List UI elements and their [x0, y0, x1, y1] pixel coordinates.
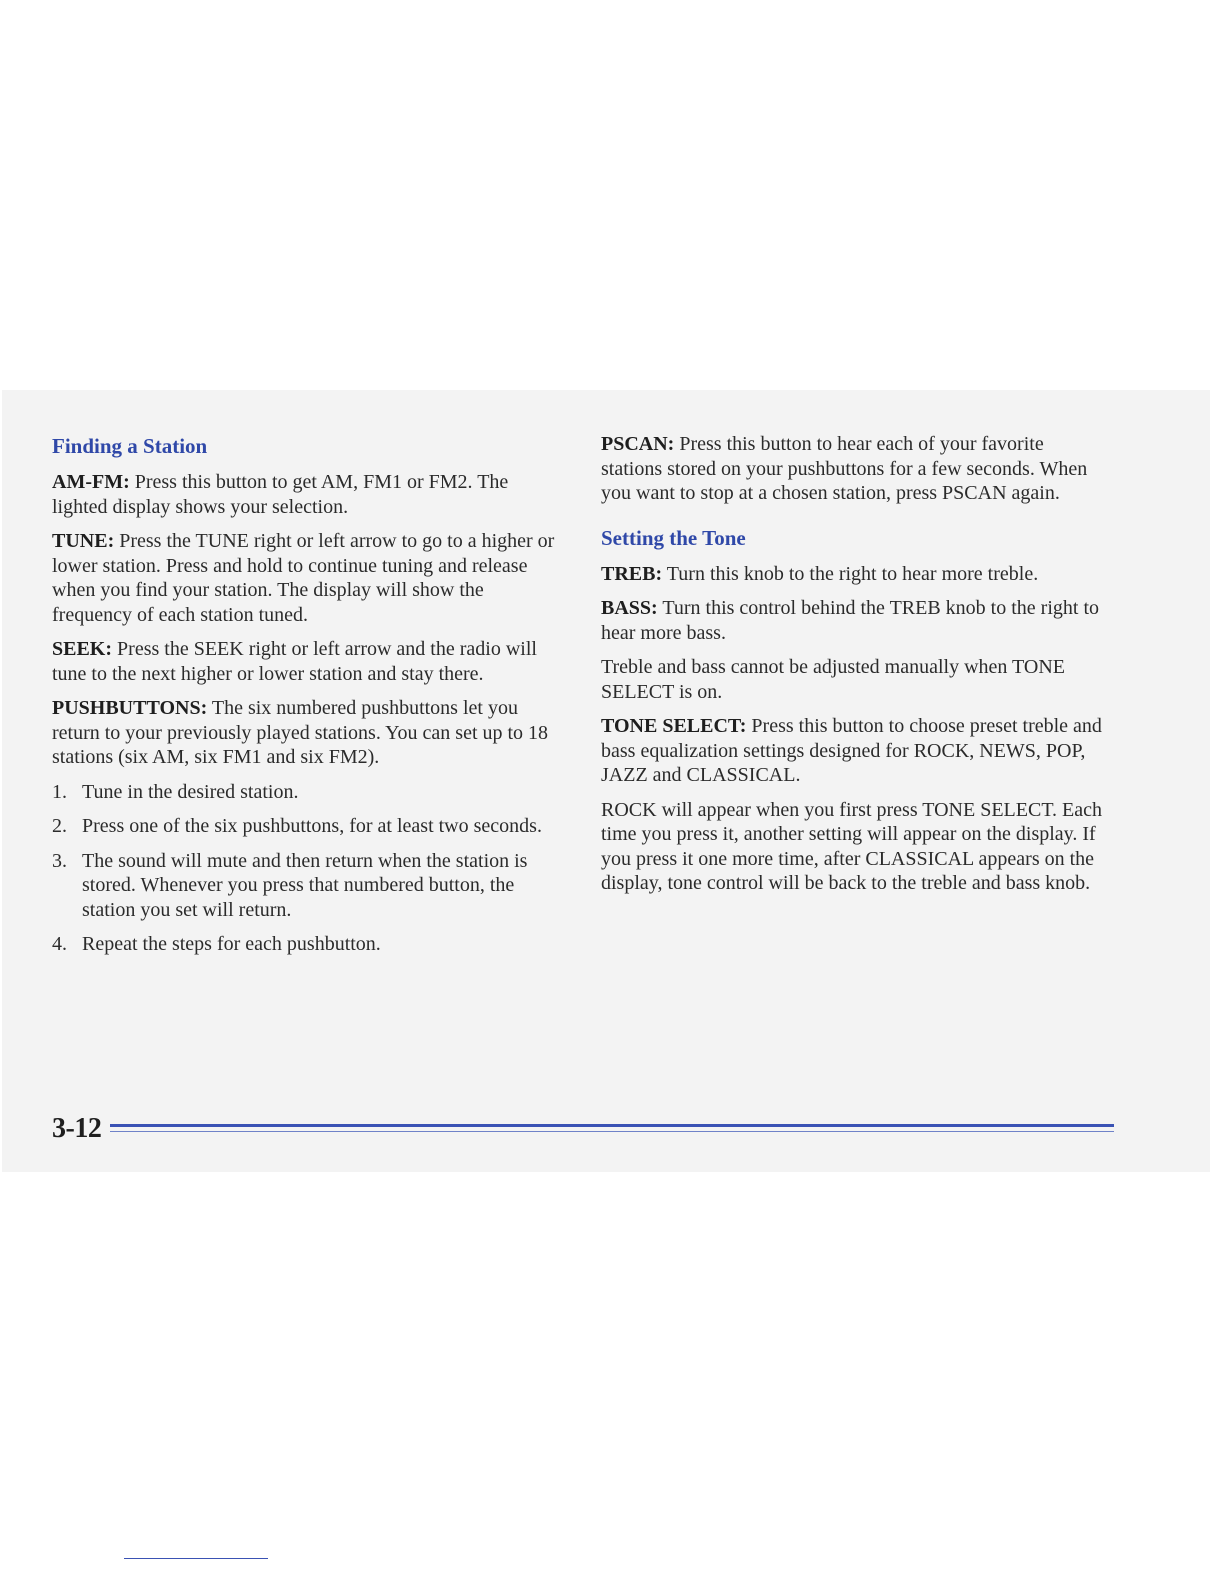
step-number: 1.	[52, 780, 67, 803]
text-pscan: Press this button to hear each of your favorite stations stored on your pushbuttons for a few seconds. When you want to stop at a chosen station, press PSCAN again.	[601, 433, 1088, 504]
paragraph-tune	[52, 529, 567, 627]
term-tune: TUNE:	[52, 530, 115, 552]
paragraph-tone-select	[601, 714, 1106, 788]
paragraph-manual-note: Treble and bass cannot be adjusted manually when TONE SELECT is on.	[601, 656, 1065, 703]
paragraph-rock-note: ROCK will appear when you first press TONE SELECT. Each time you press it, another setting will appear on the display. If you press it one more time, after CLASSICAL appears on the display, tone control will be back to the treble and bass knob.	[601, 798, 1103, 894]
text-seek: Press the SEEK right or left arrow and the radio will tune to the next higher or lower station and stay there.	[52, 638, 537, 685]
step-text: Tune in the desired station.	[82, 780, 299, 803]
paragraph-treb	[601, 562, 1106, 587]
term-bass: BASS:	[601, 597, 658, 619]
paragraph-bass	[601, 596, 1106, 645]
term-pscan: PSCAN:	[601, 433, 675, 455]
term-pushbuttons: PUSHBUTTONS:	[52, 697, 208, 719]
step-number: 4.	[52, 933, 67, 955]
list-item	[52, 849, 567, 923]
term-seek: SEEK:	[52, 638, 113, 660]
section-heading-finding-station: Finding a Station	[52, 434, 208, 458]
steps-list	[52, 780, 567, 957]
section-heading-setting-tone: Setting the Tone	[601, 525, 746, 550]
term-tone-select: TONE SELECT:	[601, 715, 747, 737]
list-item	[52, 780, 567, 805]
paragraph-pscan	[601, 432, 1106, 506]
step-number: 2.	[52, 815, 67, 837]
step-number: 3.	[52, 849, 67, 872]
list-item	[52, 932, 567, 957]
text-pushbuttons: The six numbered pushbuttons let you return to your previously played stations. You can set up to 18 stations (six AM, six FM1 and six FM2).	[52, 697, 549, 768]
footer-rule-thick	[110, 1124, 1114, 1127]
text-tune: Press the TUNE right or left arrow to go to a higher or lower station. Press and hold to continue tuning and release when you find your station. The display will show the frequency of each station tuned.	[52, 530, 555, 626]
list-item	[52, 814, 567, 839]
page-footer	[52, 1113, 1114, 1149]
paragraph-am-fm	[52, 470, 567, 519]
step-text: The sound will mute and then return when the station is stored. Whenever you press that numbered button, the station you set will return.	[82, 849, 528, 921]
paragraph-seek	[52, 637, 567, 686]
text-bass: Turn this control behind the TREB knob to the right to hear more bass.	[601, 597, 1100, 644]
footer-rule-thin	[110, 1131, 1114, 1132]
right-column	[601, 432, 1106, 906]
step-text: Repeat the steps for each pushbutton.	[82, 933, 381, 955]
text-am-fm: Press this button to get AM, FM1 or FM2. The lighted display shows your selection.	[52, 471, 509, 518]
step-text: Press one of the six pushbuttons, for at least two seconds.	[82, 815, 542, 837]
paragraph-pushbuttons	[52, 696, 567, 770]
bottom-divider	[124, 1558, 268, 1559]
left-column	[52, 432, 567, 967]
page-number: 3-12	[52, 1113, 102, 1144]
text-treb: Turn this knob to the right to hear more treble.	[666, 562, 1039, 585]
term-am-fm: AM-FM:	[52, 471, 130, 493]
term-treb: TREB:	[601, 562, 663, 585]
text-tone-select: Press this button to choose preset treble and bass equalization settings designed for ROCK, NEWS, POP, JAZZ and CLASSICAL.	[601, 715, 1102, 786]
